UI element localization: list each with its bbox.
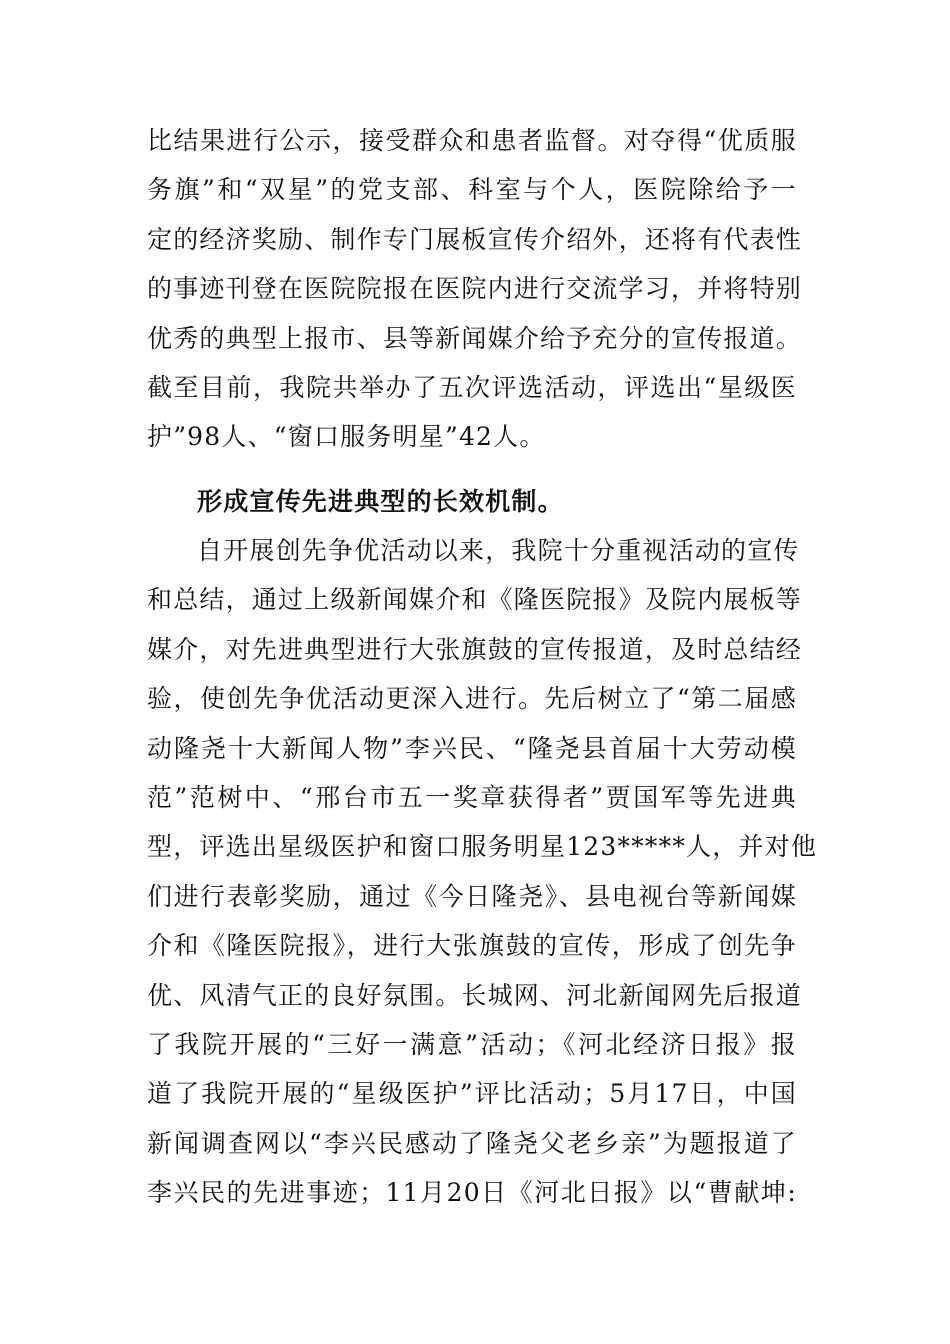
paragraph-2-line: 介和《隆医院报》，进行大张旗鼓的宣传，形成了创先争 (147, 931, 797, 961)
paragraph-1-line: 定的经济奖励、制作专门展板宣传介绍外，还将有代表性 (147, 224, 803, 254)
paragraph-2-line: 媒介，对先进典型进行大张旗鼓的宣传报道，及时总结经 (147, 634, 803, 664)
paragraph-1-line: 的事迹刊登在医院院报在医院内进行交流学习，并将特别 (147, 274, 803, 304)
paragraph-2-line: 了我院开展的“三好一满意”活动；《河北经济日报》报 (147, 1029, 797, 1059)
paragraph-2-line: 优、风清气正的良好氛围。长城网、河北新闻网先后报道 (147, 980, 803, 1010)
paragraph-1-line: 截至目前，我院共举办了五次评选活动，评选出“星级医 (147, 372, 797, 402)
paragraph-1 (147, 116, 803, 462)
paragraph-2-line: 们进行表彰奖励，通过《今日隆尧》、县电视台等新闻媒 (147, 881, 797, 911)
paragraph-1-line: 护”98人、“窗口服务明星”42人。 (147, 422, 546, 452)
paragraph-2-line: 李兴民的先进事迹；11月20日《河北日报》以“曹献坤: (147, 1178, 797, 1208)
section-heading: 形成宣传先进典型的长效机制。 (197, 487, 564, 516)
paragraph-2-line: 动隆尧十大新闻人物”李兴民、“隆尧县首届十大劳动模 (147, 733, 797, 763)
paragraph-2-line: 范”范树中、“邢台市五一奖章获得者”贾国军等先进典 (147, 782, 797, 812)
paragraph-1-line: 优秀的典型上报市、县等新闻媒介给予充分的宣传报道。 (147, 323, 803, 353)
paragraph-2-line: 验，使创先争优活动更深入进行。先后树立了“第二届感 (147, 684, 797, 714)
paragraph-2-line: 自开展创先争优活动以来，我院十分重视活动的宣传 (197, 536, 800, 565)
paragraph-1-line: 务旗”和“双星”的党支部、科室与个人，医院除给予一 (147, 175, 797, 205)
paragraph-2-line: 新闻调查网以“李兴民感动了隆尧父老乡亲”为题报道了 (147, 1128, 797, 1158)
paragraph-2-line: 型，评选出星级医护和窗口服务明星123*****人，并对他 (147, 832, 818, 862)
paragraph-2-line: 道了我院开展的“星级医护”评比活动；5月17日，中国 (147, 1079, 797, 1109)
paragraph-2-line: 和总结，通过上级新闻媒介和《隆医院报》及院内展板等 (147, 585, 803, 615)
section-heading-block (147, 477, 797, 526)
paragraph-1-line: 比结果进行公示，接受群众和患者监督。对夺得“优质服 (147, 126, 797, 155)
paragraph-2 (147, 526, 818, 1217)
